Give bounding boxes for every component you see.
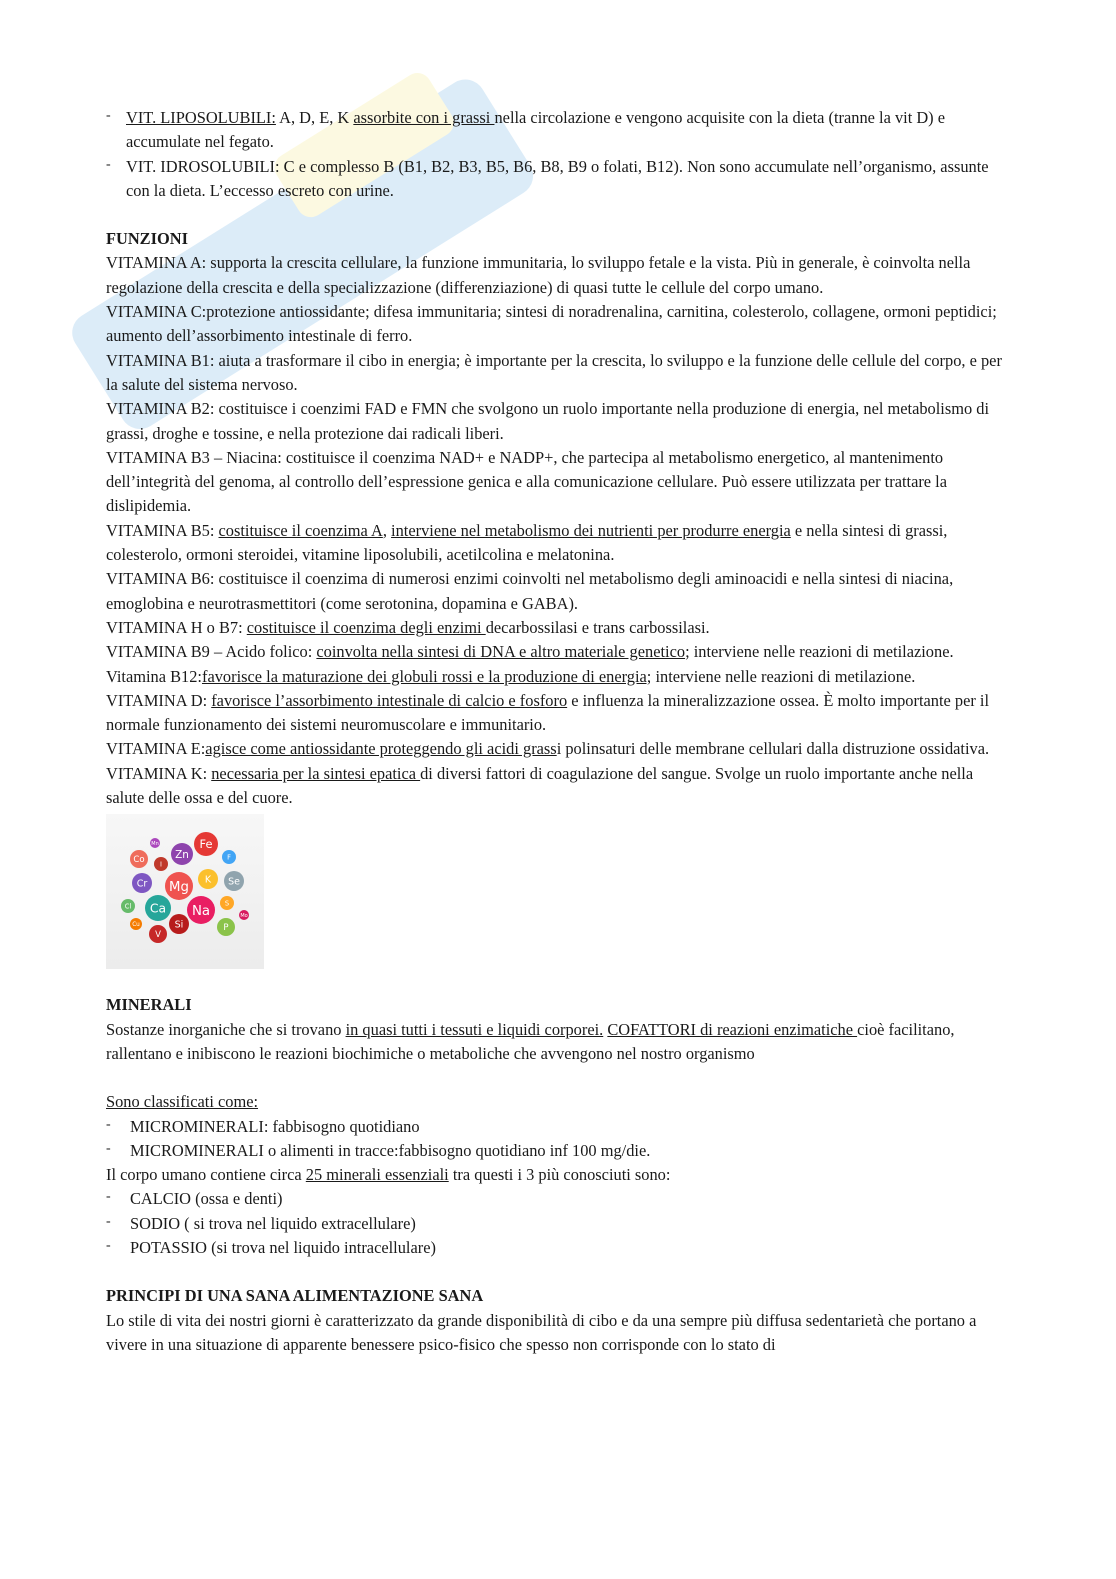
mineral-bubble-label: Cr xyxy=(136,878,148,890)
mineral-bubble-label: Na xyxy=(191,904,211,920)
mineral-bubble-cr xyxy=(132,873,152,893)
vit-b9-a: VITAMINA B9 – Acido folico: xyxy=(106,642,317,662)
vit-b6-paragraph: VITAMINA B6: costituisce il coenzima di numerosi enzimi coinvolti nel metabolismo degli aminoacidi e nella sintesi di niacina, emoglobina e neurotrasmettitori (come serotonina, dopamina e GABA). xyxy=(106,569,954,613)
vit-b9-b: ; interviene nelle reazioni di metilazione. xyxy=(685,642,954,662)
list-item: - MICROMINERALI o alimenti in tracce:fabbisogno quotidiano inf 100 mg/die. xyxy=(106,1139,1006,1163)
vit-e-u: agisce come antiossidante proteggendo gli acidi grass xyxy=(205,739,557,759)
vit-b1-paragraph: VITAMINA B1: aiuta a trasformare il cibo in energia; è importante per la crescita, lo sviluppo e la funzione delle cellule del corpo, e per la salute del sistema nervoso. xyxy=(106,350,1002,394)
mineral-bubble-label: Co xyxy=(133,855,145,866)
essential-u: 25 minerali essenziali xyxy=(305,1165,449,1185)
vit-d-a: VITAMINA D: xyxy=(106,690,212,710)
minerali-def-c: cioè facilitano, rallentano e inibiscono le reazioni biochimiche o metaboliche che avvengono nel nostro organismo xyxy=(106,1019,955,1063)
funzioni-heading: FUNZIONI xyxy=(106,229,188,249)
vit-b12-a: Vitamina B12: xyxy=(106,666,202,686)
mineral-bubble-k xyxy=(198,869,218,889)
mineral-bubble-v xyxy=(149,925,167,943)
mineral-bubble-mo xyxy=(239,910,249,920)
liposolubili-rest: nella circolazione e vengono acquisite con la dieta (tranne la vit D) e accumulate nel fegato. xyxy=(126,108,946,152)
vit-e-paragraph xyxy=(106,737,1006,761)
mineral-bubble-label: Cu xyxy=(132,922,140,929)
vit-d-paragraph xyxy=(106,689,1006,738)
minerali-def-u2: COFATTORI di reazioni enzimatiche xyxy=(607,1019,858,1039)
vit-b5-u2: interviene nel metabolismo dei nutrienti per produrre energia xyxy=(391,520,791,540)
mineral-bubble-label: Fe xyxy=(199,837,213,852)
mineral-bubble-f xyxy=(222,850,236,864)
list-item-liposolubili xyxy=(106,106,1006,155)
mineral-bubble-se xyxy=(224,871,244,891)
vit-a-paragraph: VITAMINA A: supporta la crescita cellulare, la funzione immunitaria, lo sviluppo fetale e la vista. Più in generale, è coinvolta nella regolazione della crescita e della specializzazione (differenziazione) di quasi tutte le cellule del corpo umano. xyxy=(106,253,971,297)
vit-d-u: favorisce l’assorbimento intestinale di calcio e fosforo xyxy=(211,690,568,710)
mineral-bubble-cu xyxy=(130,918,142,930)
mineral-bubble-fe xyxy=(194,832,218,856)
vit-b9-paragraph xyxy=(106,640,1006,664)
minerali-def-u1: in quasi tutti i tessuti e liquidi corporei. xyxy=(345,1019,604,1039)
known-minerals-list xyxy=(106,1187,1006,1260)
vit-b12-u: favorisce la maturazione dei globuli rossi e la produzione di energia; xyxy=(201,666,652,686)
mineral-bubble-label: F xyxy=(227,853,231,862)
vit-h-b: decarbossilasi e trans carbossilasi. xyxy=(485,617,710,637)
minerali-def-a: Sostanze inorganiche che si trovano xyxy=(106,1019,346,1039)
document-content xyxy=(106,106,1006,1357)
mineral-bubble-si xyxy=(169,914,189,934)
list-item: - CALCIO (ossa e denti) xyxy=(106,1187,1006,1211)
mineral-bubble-label: Mo xyxy=(240,913,248,920)
minerali-heading: MINERALI xyxy=(106,995,192,1015)
mineral-bubble-label: Mn xyxy=(151,841,159,848)
vit-h-u: costituisce il coenzima degli enzimi xyxy=(246,617,486,637)
mineral-bubble-mg xyxy=(165,872,193,900)
essential-a: Il corpo umano contiene circa xyxy=(106,1165,306,1185)
mineral-bubble-label: V xyxy=(155,930,161,941)
vit-b9-u: coinvolta nella sintesi di DNA e altro materiale genetico xyxy=(316,642,686,662)
liposolubili-label: VIT. LIPOSOLUBILI: xyxy=(126,108,276,127)
vit-b5-paragraph xyxy=(106,519,1006,568)
liposolubili-absorbed: assorbite con i grassi xyxy=(353,108,495,127)
vit-k-a: VITAMINA K: xyxy=(106,763,212,783)
vit-e-b: i polinsaturi delle membrane cellulari dalla distruzione ossidativa. xyxy=(556,739,990,759)
vitamin-types-list xyxy=(106,106,1006,203)
vit-k-b: di diversi fattori di coagulazione del sangue. Svolge un ruolo importante anche nella salute delle ossa e del cuore. xyxy=(106,763,974,808)
vit-d-b: e influenza la mineralizzazione ossea. È molto importante per il normale funzionamento dei sistemi neuromuscolare e immunitario. xyxy=(106,690,990,735)
mineral-bubble-i xyxy=(154,857,168,871)
vit-k-paragraph xyxy=(106,762,1006,811)
vit-h-a: VITAMINA H o B7: xyxy=(106,617,247,637)
principi-paragraph: Lo stile di vita dei nostri giorni è caratterizzato da grande disponibilità di cibo e da una sempre più diffusa sedentarietà che portano a vivere in una situazione di apparente benessere psico-fisico che spesso non corrisponde con lo stato di xyxy=(106,1310,977,1354)
vit-b5-a: VITAMINA B5: xyxy=(106,520,219,540)
mineral-bubble-label: Se xyxy=(228,876,240,888)
vit-c-paragraph: VITAMINA C:protezione antiossidante; difesa immunitaria; sintesi di noradrenalina, carnitina, colesterolo, collagene, ormoni peptidici; aumento dell’assorbimento intestinale di ferro. xyxy=(106,302,997,346)
mineral-bubble-co xyxy=(130,850,148,868)
classified-label: Sono classificati come: xyxy=(106,1092,259,1112)
mineral-bubble-label: P xyxy=(223,923,229,934)
vit-b5-c: e nella sintesi di grassi, colesterolo, ormoni steroidei, vitamine liposolubili, acetilcolina e melatonina. xyxy=(106,520,948,565)
mineral-bubble-s xyxy=(220,896,234,910)
minerali-definition xyxy=(106,1018,1006,1067)
list-item-idrosolubili: - VIT. IDROSOLUBILI: C e complesso B (B1, B2, B3, B5, B6, B8, B9 o folati, B12). Non sono accumulate nell’organismo, assunte con la dieta. L’eccesso escreto con urine. xyxy=(106,155,1006,204)
mineral-bubble-label: K xyxy=(204,874,212,886)
minerals-image xyxy=(106,814,264,969)
vit-b5-b: , xyxy=(382,520,392,540)
list-item: - MICROMINERALI: fabbisogno quotidiano xyxy=(106,1115,1006,1139)
mineral-bubble-label: Mg xyxy=(169,880,189,896)
mineral-bubble-label: Zn xyxy=(175,849,189,862)
vit-b12-paragraph xyxy=(106,665,1006,689)
minerals-bubbles xyxy=(106,814,264,969)
vit-b12-b: interviene nelle reazioni di metilazione. xyxy=(651,666,916,686)
vit-e-a: VITAMINA E: xyxy=(106,739,206,759)
mineral-bubble-zn xyxy=(171,843,193,865)
mineral-bubble-mn xyxy=(150,838,160,848)
vit-h-paragraph xyxy=(106,616,1006,640)
vit-b2-paragraph: VITAMINA B2: costituisce i coenzimi FAD e FMN che svolgono un ruolo importante nella produzione di energia, nel metabolismo di grassi, droghe e tossine, e nella protezione dai radicali liberi. xyxy=(106,399,990,443)
mineral-bubble-na xyxy=(187,896,215,924)
mineral-bubble-label: Cl xyxy=(124,902,132,911)
mineral-bubble-cl xyxy=(121,899,135,913)
principi-heading: PRINCIPI DI UNA SANA ALIMENTAZIONE SANA xyxy=(106,1286,484,1306)
mineral-bubble-label: I xyxy=(160,860,162,869)
mineral-bubble-label: Si xyxy=(174,919,184,931)
mineral-bubble-label: Ca xyxy=(149,901,167,916)
essential-b: tra questi i 3 più conosciuti sono: xyxy=(448,1165,671,1185)
mineral-bubble-p xyxy=(217,918,235,936)
liposolubili-vitamins: A, D, E, K xyxy=(275,108,354,127)
mineral-bubble-label: S xyxy=(224,899,230,908)
mineral-bubble-ca xyxy=(145,895,171,921)
classification-list xyxy=(106,1115,1006,1164)
list-item: - SODIO ( si trova nel liquido extracellulare) xyxy=(106,1212,1006,1236)
vit-k-u: necessaria per la sintesi epatica xyxy=(211,763,421,783)
essential-minerals-sentence xyxy=(106,1163,1006,1187)
vit-b5-u1: costituisce il coenzima A xyxy=(218,520,383,540)
vit-b3-paragraph: VITAMINA B3 – Niacina: costituisce il coenzima NAD+ e NADP+, che partecipa al metabolismo energetico, al mantenimento dell’integrità del genoma, al controllo dell’espressione genica e alla comunicazione cellulare. Può essere utilizzata per trattare la dislipidemia. xyxy=(106,447,948,516)
list-item: - POTASSIO (si trova nel liquido intracellulare) xyxy=(106,1236,1006,1260)
